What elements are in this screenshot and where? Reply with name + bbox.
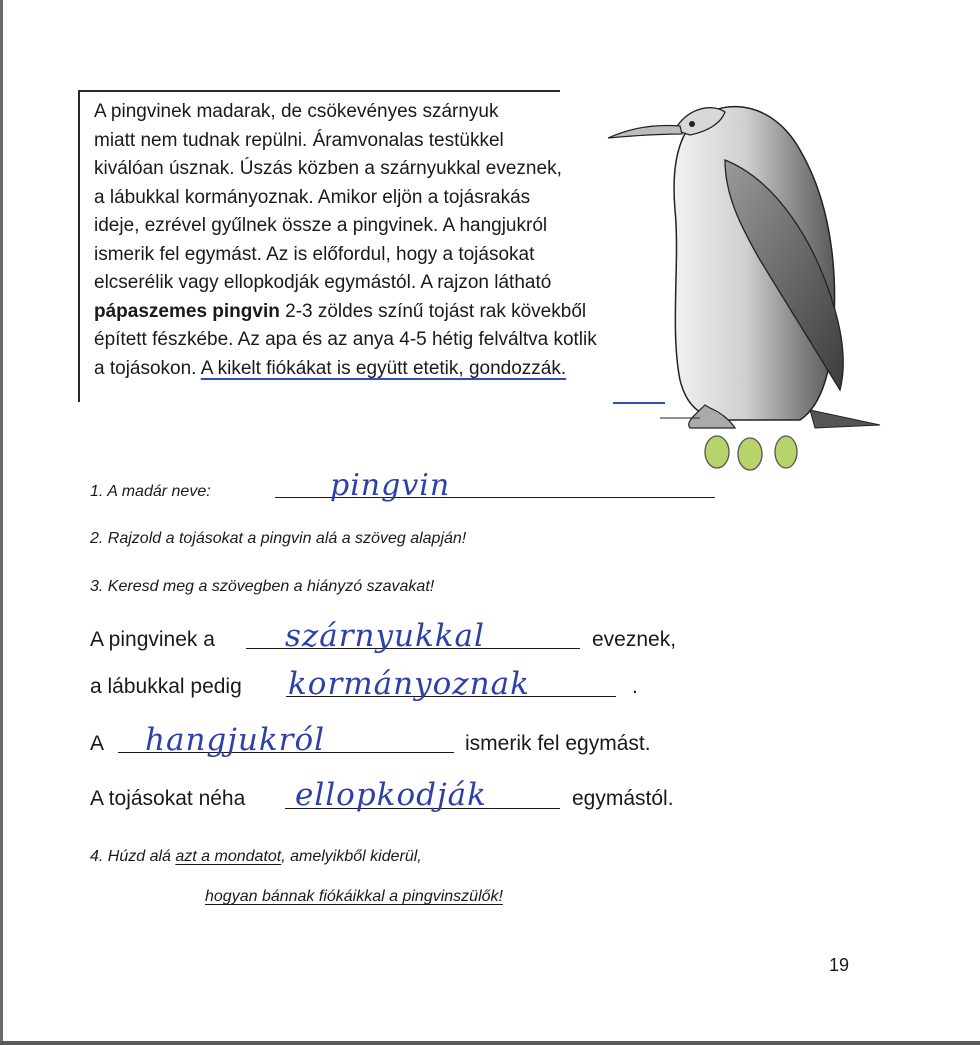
- handwritten-answer[interactable]: kormányoznak: [288, 666, 530, 702]
- green-egg: [738, 438, 762, 470]
- reading-line-rest: 2-3 zöldes színű tojást rak kövekből: [279, 300, 587, 322]
- sentence-part: eveznek,: [592, 628, 677, 651]
- penguin-illustration: [600, 90, 890, 480]
- reading-line: miatt nem tudnak repülni. Áramvonalas testükkel: [94, 129, 504, 151]
- task-4-line-2: hogyan bánnak fiókáikkal a pingvinszülők!: [205, 888, 503, 905]
- handwritten-answer[interactable]: hangjukról: [145, 722, 326, 758]
- penguin-tail: [810, 410, 880, 428]
- page-edge: [0, 0, 3, 1045]
- reading-line: kiválóan úsznak. Úszás közben a szárnyukkal eveznek,: [94, 158, 562, 179]
- sentence-part: a lábukkal pedig: [90, 675, 242, 698]
- page-edge-bottom: [0, 1041, 980, 1045]
- sentence-part: A: [90, 732, 105, 755]
- penguin-eye: [689, 121, 695, 127]
- green-egg: [705, 436, 729, 468]
- reading-line: a lábukkal kormányoznak. Amikor eljön a tojásrakás: [94, 186, 531, 208]
- sentence-part: egymástól.: [572, 787, 674, 810]
- page-number: 19: [829, 955, 850, 975]
- penguin-beak: [608, 126, 682, 139]
- task-4-start: 4. Húzd alá: [90, 848, 176, 865]
- reading-line: [94, 298, 654, 327]
- underlined-sentence: A kikelt fiókákat is együtt etetik, gondozzák.: [200, 357, 567, 379]
- task-2-prompt: 2. Rajzold a tojásokat a pingvin alá a szöveg alapján!: [90, 530, 467, 547]
- green-egg: [775, 436, 797, 468]
- handwritten-answer[interactable]: ellopkodják: [295, 777, 487, 813]
- task-4-prompt: [90, 848, 422, 866]
- task-1-prompt: 1. A madár neve:: [90, 483, 211, 500]
- handwritten-answer[interactable]: pingvin: [330, 468, 451, 503]
- sentence-part: .: [632, 675, 638, 698]
- task-4-underlined: azt a mondatot: [175, 848, 282, 865]
- reading-line: [94, 355, 654, 384]
- reading-line: elcserélik vagy ellopkodják egymástól. A rajzon látható: [94, 272, 552, 293]
- task-3-prompt: 3. Keresd meg a szövegben a hiányzó szavakat!: [90, 578, 435, 595]
- reading-line: A pingvinek madarak, de csökevényes szárnyuk: [94, 101, 499, 122]
- species-name-bold: pápaszemes pingvin: [94, 300, 280, 322]
- sentence-part: A tojásokat néha: [90, 787, 246, 810]
- reading-line: ismerik fel egymást. Az is előfordul, hogy a tojásokat: [94, 243, 535, 265]
- handwritten-answer[interactable]: szárnyukkal: [285, 618, 485, 654]
- sentence-part: A pingvinek a: [90, 628, 215, 651]
- reading-line: ideje, ezrével gyűlnek össze a pingvinek. A hangjukról: [94, 215, 548, 236]
- reading-line: épített fészkébe. Az apa és az anya 4-5 hétig felváltva kotlik: [94, 329, 597, 350]
- sentence-part: ismerik fel egymást.: [465, 732, 651, 755]
- reading-passage: [94, 98, 654, 383]
- reading-line-start: a tojásokon.: [94, 357, 201, 379]
- task-4-end: , amelyikből kiderül,: [281, 848, 422, 865]
